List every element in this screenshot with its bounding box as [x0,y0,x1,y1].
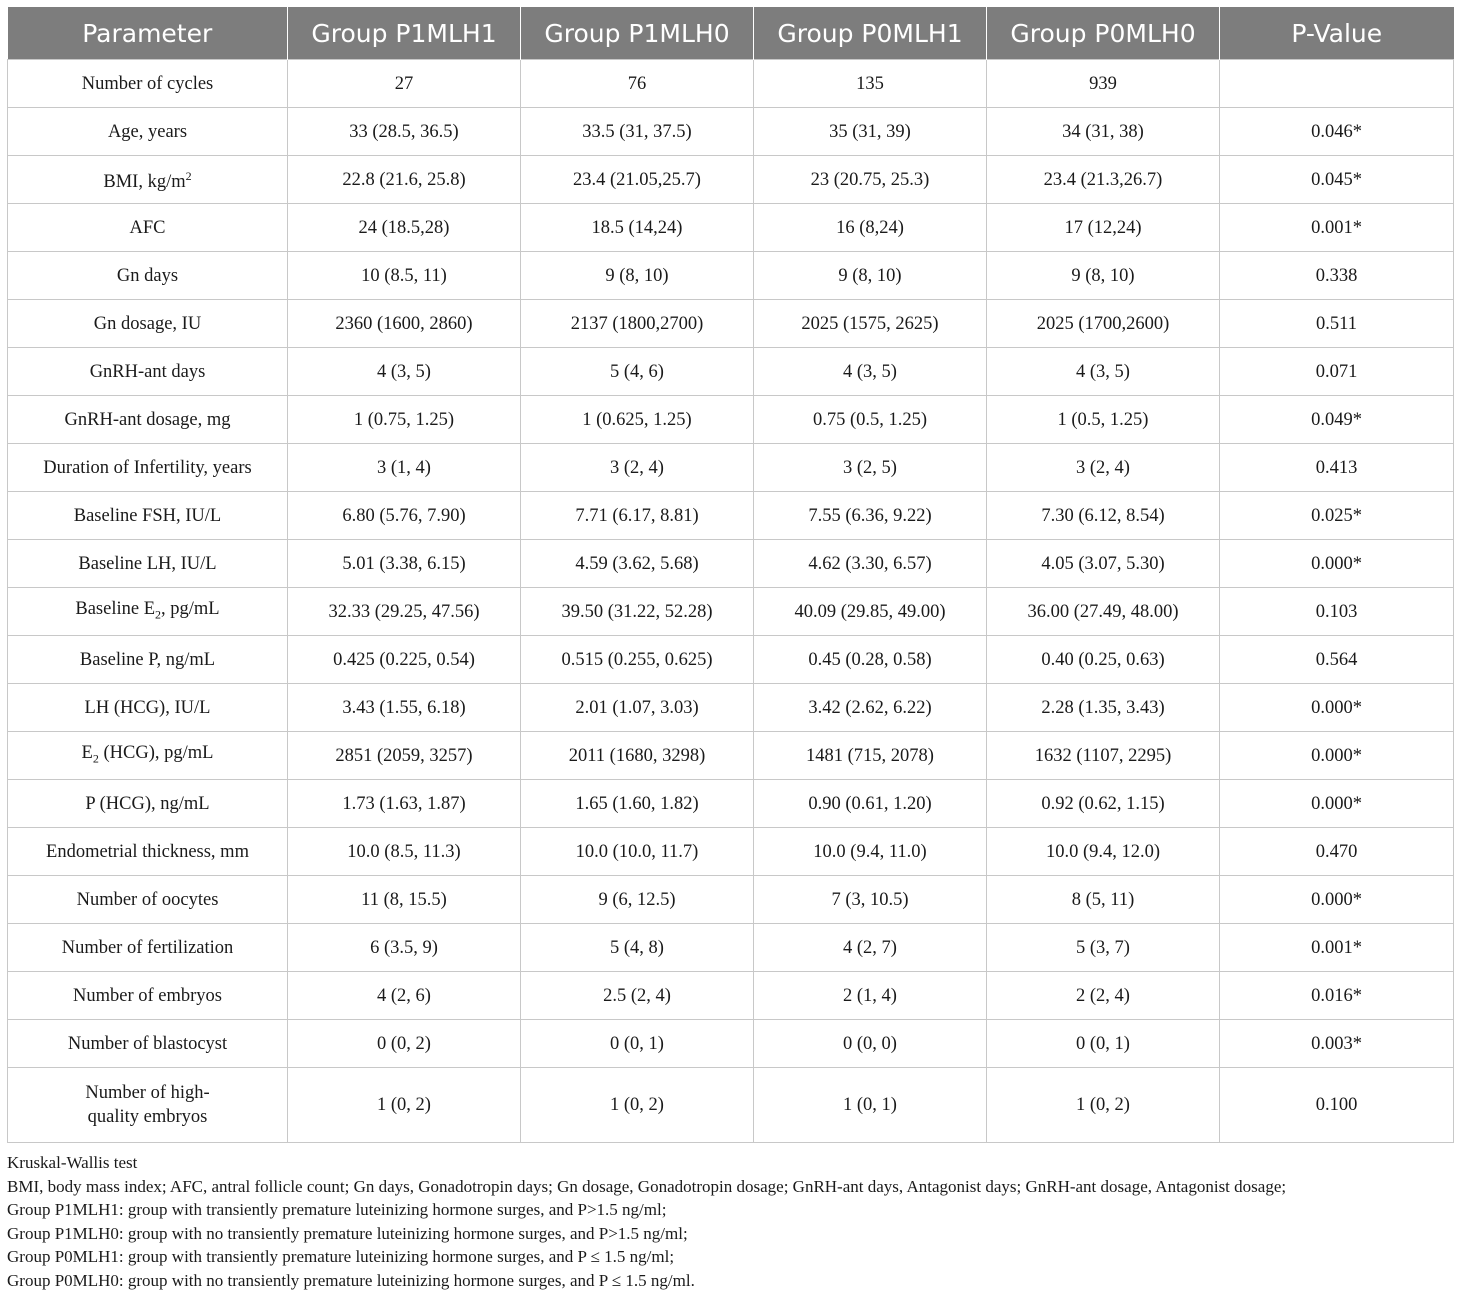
parameter-text: Baseline FSH, IU/L [73,505,222,526]
parameter-text: GnRH-ant days [89,361,206,382]
p-value-cell: 0.000* [1220,876,1454,924]
group-value-cell: 2.28 (1.35, 3.43) [987,684,1220,732]
group-value-cell: 76 [521,60,754,108]
p-value-cell: 0.025* [1220,492,1454,540]
row-parameter-label [8,444,288,492]
row-parameter-label [8,252,288,300]
row-parameter-label [8,396,288,444]
group-value-cell: 0.425 (0.225, 0.54) [288,636,521,684]
group-value-cell: 11 (8, 15.5) [288,876,521,924]
group-value-cell: 5 (4, 6) [521,348,754,396]
parameter-text: P (HCG), ng/mL [85,793,210,814]
table-header-row [8,7,1454,60]
group-value-cell: 5 (3, 7) [987,924,1220,972]
parameter-text: Endometrial thickness, mm [46,841,249,862]
parameter-text-suffix: , pg/mL [161,598,220,619]
column-header: Group P1MLH1 [288,7,521,60]
table-row [8,588,1454,636]
table-row [8,684,1454,732]
group-value-cell: 33.5 (31, 37.5) [521,108,754,156]
parameter-text: LH (HCG), IU/L [84,697,211,718]
group-value-cell: 6.80 (5.76, 7.90) [288,492,521,540]
table-row [8,444,1454,492]
group-value-cell: 1 (0.625, 1.25) [521,396,754,444]
group-value-cell: 0 (0, 0) [754,1020,987,1068]
p-value-cell: 0.001* [1220,924,1454,972]
group-value-cell: 939 [987,60,1220,108]
row-parameter-label [8,300,288,348]
group-value-cell: 4.05 (3.07, 5.30) [987,540,1220,588]
row-parameter-label [8,540,288,588]
column-header: Parameter [8,7,288,60]
table-row [8,348,1454,396]
table-row [8,60,1454,108]
table-row [8,732,1454,780]
group-value-cell: 10 (8.5, 11) [288,252,521,300]
group-value-cell: 1632 (1107, 2295) [987,732,1220,780]
p-value-cell: 0.470 [1220,828,1454,876]
row-parameter-label [8,972,288,1020]
group-value-cell: 1 (0, 1) [754,1068,987,1143]
table-row [8,1068,1454,1143]
group-value-cell: 0 (0, 1) [521,1020,754,1068]
group-value-cell: 4.59 (3.62, 5.68) [521,540,754,588]
group-value-cell: 0.90 (0.61, 1.20) [754,780,987,828]
group-value-cell: 5.01 (3.38, 6.15) [288,540,521,588]
group-value-cell: 4 (2, 7) [754,924,987,972]
group-value-cell: 4 (3, 5) [288,348,521,396]
p-value-cell: 0.046* [1220,108,1454,156]
group-value-cell: 2011 (1680, 3298) [521,732,754,780]
group-value-cell: 10.0 (9.4, 12.0) [987,828,1220,876]
table-row [8,108,1454,156]
table-row [8,156,1454,204]
group-value-cell: 18.5 (14,24) [521,204,754,252]
parameter-text: Baseline E [75,598,156,619]
group-value-cell: 32.33 (29.25, 47.56) [288,588,521,636]
row-parameter-label [8,780,288,828]
table-footnotes [7,1151,1453,1292]
group-value-cell: 1 (0, 2) [987,1068,1220,1143]
group-value-cell: 23 (20.75, 25.3) [754,156,987,204]
group-value-cell: 2 (2, 4) [987,972,1220,1020]
group-value-cell: 0 (0, 1) [987,1020,1220,1068]
p-value-cell: 0.045* [1220,156,1454,204]
footnote-line: Kruskal-Wallis test [7,1153,138,1172]
group-value-cell: 0.515 (0.255, 0.625) [521,636,754,684]
parameter-text: Number of cycles [81,73,214,94]
p-value-cell [1220,60,1454,108]
group-value-cell: 33 (28.5, 36.5) [288,108,521,156]
table-row [8,540,1454,588]
row-parameter-label [8,108,288,156]
row-parameter-label [8,204,288,252]
row-parameter-label [8,684,288,732]
parameter-text: Duration of Infertility, years [43,457,252,478]
p-value-cell: 0.511 [1220,300,1454,348]
row-parameter-label [8,924,288,972]
group-value-cell: 1 (0, 2) [288,1068,521,1143]
group-value-cell: 0.92 (0.62, 1.15) [987,780,1220,828]
parameter-text: Age, years [107,121,188,142]
data-table [7,7,1454,1143]
column-header: Group P0MLH0 [987,7,1220,60]
p-value-cell: 0.413 [1220,444,1454,492]
row-parameter-label [8,588,288,636]
parameter-text: Gn days [116,265,179,286]
superscript: 2 [185,169,192,184]
footnote-line: Group P0MLH1: group with transiently premature luteinizing hormone surges, and P ≤ 1.5 ng/ml; [7,1247,675,1266]
group-value-cell: 3 (2, 4) [987,444,1220,492]
group-value-cell: 2360 (1600, 2860) [288,300,521,348]
p-value-cell: 0.016* [1220,972,1454,1020]
table-row [8,300,1454,348]
group-value-cell: 34 (31, 38) [987,108,1220,156]
table-row [8,492,1454,540]
group-value-cell: 6 (3.5, 9) [288,924,521,972]
group-value-cell: 1 (0.75, 1.25) [288,396,521,444]
footnote-line: Group P1MLH1: group with transiently premature luteinizing hormone surges, and P>1.5 ng/ml; [7,1200,667,1219]
parameter-text: GnRH-ant dosage, mg [64,409,231,430]
group-value-cell: 1.73 (1.63, 1.87) [288,780,521,828]
group-value-cell: 1 (0, 2) [521,1068,754,1143]
group-value-cell: 23.4 (21.05,25.7) [521,156,754,204]
group-value-cell: 3.43 (1.55, 6.18) [288,684,521,732]
row-parameter-label [8,876,288,924]
group-value-cell: 23.4 (21.3,26.7) [987,156,1220,204]
group-value-cell: 9 (8, 10) [754,252,987,300]
row-parameter-label [8,348,288,396]
group-value-cell: 17 (12,24) [987,204,1220,252]
group-value-cell: 4 (2, 6) [288,972,521,1020]
table-row [8,636,1454,684]
column-header: P-Value [1220,7,1454,60]
parameter-text: Number of high-quality embryos [85,1083,210,1127]
p-value-cell: 0.000* [1220,540,1454,588]
parameter-text: BMI, kg/m [103,172,186,193]
group-value-cell: 4 (3, 5) [754,348,987,396]
group-value-cell: 27 [288,60,521,108]
row-parameter-label [8,732,288,780]
group-value-cell: 2025 (1575, 2625) [754,300,987,348]
group-value-cell: 35 (31, 39) [754,108,987,156]
p-value-cell: 0.000* [1220,684,1454,732]
group-value-cell: 2851 (2059, 3257) [288,732,521,780]
parameter-text: Gn dosage, IU [93,313,202,334]
table-row [8,204,1454,252]
group-value-cell: 16 (8,24) [754,204,987,252]
p-value-cell: 0.001* [1220,204,1454,252]
group-value-cell: 4.62 (3.30, 6.57) [754,540,987,588]
p-value-cell: 0.049* [1220,396,1454,444]
group-value-cell: 2137 (1800,2700) [521,300,754,348]
group-value-cell: 2 (1, 4) [754,972,987,1020]
group-value-cell: 135 [754,60,987,108]
group-value-cell: 1 (0.5, 1.25) [987,396,1220,444]
group-value-cell: 40.09 (29.85, 49.00) [754,588,987,636]
p-value-cell: 0.100 [1220,1068,1454,1143]
group-value-cell: 2.5 (2, 4) [521,972,754,1020]
group-value-cell: 22.8 (21.6, 25.8) [288,156,521,204]
subscript: 2 [155,607,162,622]
table-row [8,780,1454,828]
row-parameter-label [8,636,288,684]
group-value-cell: 5 (4, 8) [521,924,754,972]
group-value-cell: 7.71 (6.17, 8.81) [521,492,754,540]
p-value-cell: 0.564 [1220,636,1454,684]
table-row [8,1020,1454,1068]
table-row [8,972,1454,1020]
row-parameter-label [8,1068,288,1143]
p-value-cell: 0.338 [1220,252,1454,300]
footnote-line: Group P0MLH0: group with no transiently premature luteinizing hormone surges, and P ≤ 1.5 ng/ml. [7,1270,695,1290]
group-value-cell: 7.55 (6.36, 9.22) [754,492,987,540]
row-parameter-label [8,156,288,204]
group-value-cell: 0.45 (0.28, 0.58) [754,636,987,684]
group-value-cell: 36.00 (27.49, 48.00) [987,588,1220,636]
group-value-cell: 9 (8, 10) [521,252,754,300]
parameter-text: Number of blastocyst [67,1033,228,1054]
group-value-cell: 0.75 (0.5, 1.25) [754,396,987,444]
parameter-text: Number of fertilization [61,937,234,958]
group-value-cell: 3 (1, 4) [288,444,521,492]
group-value-cell: 9 (8, 10) [987,252,1220,300]
table-row [8,396,1454,444]
table-row [8,924,1454,972]
group-value-cell: 2025 (1700,2600) [987,300,1220,348]
group-value-cell: 1.65 (1.60, 1.82) [521,780,754,828]
group-value-cell: 7.30 (6.12, 8.54) [987,492,1220,540]
footnote-line: Group P1MLH0: group with no transiently premature luteinizing hormone surges, and P>1.5 ng/ml; [7,1223,688,1243]
group-value-cell: 3.42 (2.62, 6.22) [754,684,987,732]
row-parameter-label [8,60,288,108]
group-value-cell: 10.0 (10.0, 11.7) [521,828,754,876]
group-value-cell: 7 (3, 10.5) [754,876,987,924]
group-value-cell: 3 (2, 5) [754,444,987,492]
table-body [8,60,1454,1143]
p-value-cell: 0.071 [1220,348,1454,396]
p-value-cell: 0.000* [1220,780,1454,828]
group-value-cell: 24 (18.5,28) [288,204,521,252]
row-parameter-label [8,828,288,876]
parameter-text: Baseline P, ng/mL [79,649,216,670]
p-value-cell: 0.003* [1220,1020,1454,1068]
column-header: Group P1MLH0 [521,7,754,60]
table-row [8,252,1454,300]
table-row [8,876,1454,924]
subscript: 2 [92,751,99,766]
footnote-line: BMI, body mass index; AFC, antral follicle count; Gn days, Gonadotropin days; Gn dosage, Gonadotropin dosage; GnRH-ant days, Antagonist days; GnRH-ant dosage, Antagonist dosage; [7,1176,1287,1196]
parameter-text: Number of embryos [73,985,222,1006]
table-container [7,7,1453,1292]
table-row [8,828,1454,876]
group-value-cell: 0 (0, 2) [288,1020,521,1068]
column-header: Group P0MLH1 [754,7,987,60]
group-value-cell: 0.40 (0.25, 0.63) [987,636,1220,684]
group-value-cell: 10.0 (9.4, 11.0) [754,828,987,876]
row-parameter-label [8,492,288,540]
p-value-cell: 0.000* [1220,732,1454,780]
group-value-cell: 4 (3, 5) [987,348,1220,396]
parameter-text: E [81,742,93,763]
group-value-cell: 9 (6, 12.5) [521,876,754,924]
group-value-cell: 10.0 (8.5, 11.3) [288,828,521,876]
group-value-cell: 3 (2, 4) [521,444,754,492]
parameter-text: Baseline LH, IU/L [78,553,217,574]
parameter-text: Number of oocytes [76,889,219,910]
p-value-cell: 0.103 [1220,588,1454,636]
row-parameter-label [8,1020,288,1068]
group-value-cell: 1481 (715, 2078) [754,732,987,780]
parameter-text: AFC [129,217,166,238]
parameter-text-suffix: (HCG), pg/mL [98,742,214,763]
group-value-cell: 39.50 (31.22, 52.28) [521,588,754,636]
group-value-cell: 2.01 (1.07, 3.03) [521,684,754,732]
group-value-cell: 8 (5, 11) [987,876,1220,924]
